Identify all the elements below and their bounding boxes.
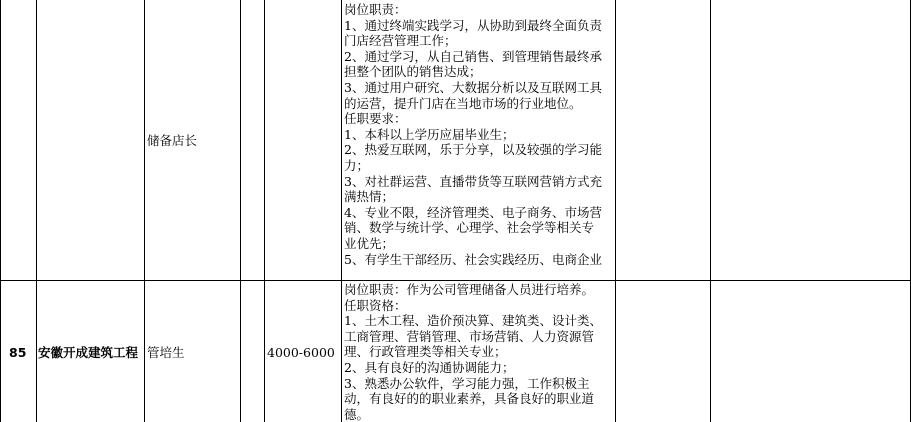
description-line: 任职资格：	[344, 297, 407, 313]
description-line: 3、对社群运营、直播带货等互联网营销方式充	[344, 173, 602, 189]
description-line: 销、数学与统计学、心理学、社会学等相关专	[344, 220, 595, 236]
description-line: 动，有良好的的职业素养，具备良好的职业道	[344, 391, 595, 407]
col-border	[144, 0, 145, 422]
col-border	[341, 0, 342, 422]
description-line: 理、行政管理类等相关专业；	[344, 344, 507, 360]
col-border	[240, 0, 241, 422]
description-line: 任职要求：	[344, 111, 407, 127]
description-line: 岗位职责：作为公司管理储备人员进行培养。	[344, 282, 595, 297]
company-cell: 安徽开成建筑工程	[38, 345, 139, 360]
description-line: 2、通过学习，从自己销售、到管理销售最终承	[344, 48, 602, 64]
description-line: 1、本科以上学历应届毕业生；	[344, 126, 515, 142]
salary-cell: 4000-6000	[267, 345, 335, 360]
row-number-cell: 85	[9, 345, 27, 360]
col-border	[710, 0, 711, 422]
row-border	[0, 280, 911, 281]
description-line: 的运营，提升门店在当地市场的行业地位。	[344, 95, 582, 111]
description-cell	[344, 2, 612, 279]
description-line: 3、熟悉办公软件，学习能力强，工作积极主	[344, 375, 590, 391]
position-cell: 管培生	[147, 345, 185, 360]
col-border	[615, 0, 616, 422]
description-line: 门店经营管理工作；	[344, 33, 457, 49]
col-border	[264, 0, 265, 422]
description-line: 力；	[344, 157, 370, 173]
description-line: 1、土木工程、造价预决算、建筑类、设计类、	[344, 313, 602, 329]
description-line: 2、热爱互联网，乐于分享，以及较强的学习能	[344, 142, 602, 158]
description-line: 1、通过终端实践学习，从协助到最终全面负责	[344, 17, 602, 33]
description-line: 5、有学生干部经历、社会实践经历、电商企业	[344, 251, 602, 267]
description-line: 满热情；	[344, 189, 395, 205]
description-line: 德。	[344, 406, 370, 422]
col-border	[0, 0, 1, 422]
position-cell: 储备店长	[147, 133, 198, 148]
description-line: 2、具有良好的沟通协调能力；	[344, 359, 515, 375]
description-line: 4、专业不限，经济管理类、电子商务、市场营	[344, 204, 602, 220]
description-line: 担整个团队的销售达成；	[344, 64, 482, 80]
description-line: 业优先；	[344, 235, 395, 251]
col-border	[36, 0, 37, 422]
description-line: 3、通过用户研究、大数据分析以及互联网工具	[344, 79, 602, 95]
description-line: 岗位职责：	[344, 2, 407, 17]
description-cell	[344, 282, 612, 422]
description-line: 工商管理、营销管理、市场营销、人力资源管	[344, 328, 595, 344]
